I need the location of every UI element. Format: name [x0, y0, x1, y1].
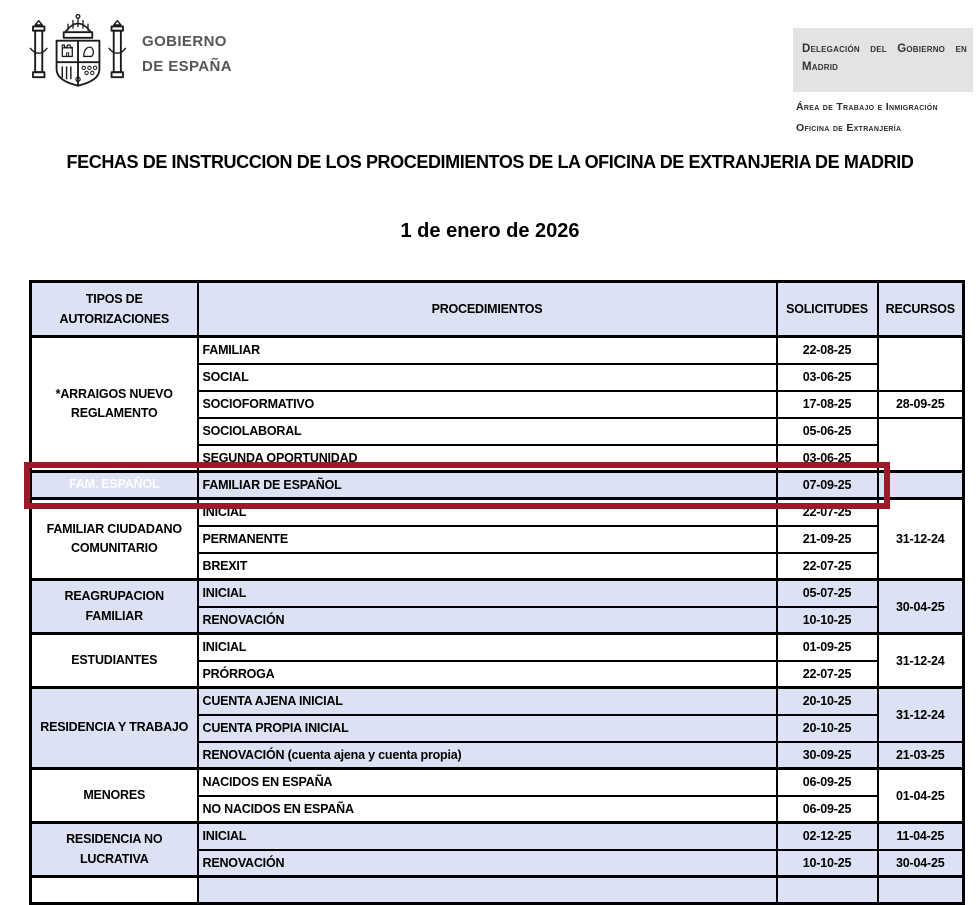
solicitudes-cell: 20-10-25	[777, 688, 878, 715]
government-wordmark	[142, 30, 232, 80]
group-label-familiar-comunitario: FAMILIAR CIUDADANO COMUNITARIO	[31, 499, 198, 580]
office-line: Oficina de Extranjería	[796, 122, 902, 134]
procedimiento-cell: SOCIOFORMATIVO	[198, 391, 777, 418]
procedimiento-cell: BREXIT	[198, 553, 777, 580]
procedimiento-cell: SOCIOLABORAL	[198, 418, 777, 445]
recursos-cell: 31-12-24	[878, 688, 964, 742]
procedimiento-cell: RENOVACIÓN (cuenta ajena y cuenta propia)	[198, 742, 777, 769]
procedimiento-cell: NACIDOS EN ESPAÑA	[198, 769, 777, 796]
group-label-reagrupacion: REAGRUPACION FAMILIAR	[31, 580, 198, 634]
delegation-box: Delegación del Gobierno en Madrid	[793, 28, 973, 92]
table-row	[31, 499, 964, 526]
table-header-row	[31, 282, 964, 337]
recursos-cell-empty	[878, 472, 964, 499]
recursos-cell-empty	[878, 418, 964, 472]
procedimiento-cell: SEGUNDA OPORTUNIDAD	[198, 445, 777, 472]
area-line: Área de Trabajo e Inmigración	[796, 101, 938, 113]
table-row	[31, 337, 964, 364]
procedimiento-cell: RENOVACIÓN	[198, 607, 777, 634]
solicitudes-cell: 01-09-25	[777, 634, 878, 661]
procedures-table	[29, 280, 965, 905]
group-label-estudiantes: ESTUDIANTES	[31, 634, 198, 688]
recursos-cell: 30-04-25	[878, 850, 964, 877]
procedimiento-cell: INICIAL	[198, 580, 777, 607]
procedimiento-cell: CUENTA PROPIA INICIAL	[198, 715, 777, 742]
col-header-recursos: RECURSOS	[878, 282, 964, 337]
procedimiento-cell: NO NACIDOS EN ESPAÑA	[198, 796, 777, 823]
procedimiento-cell: INICIAL	[198, 634, 777, 661]
solicitudes-cell: 17-08-25	[777, 391, 878, 418]
procedimiento-cell: RENOVACIÓN	[198, 850, 777, 877]
procedimiento-cell: INICIAL	[198, 499, 777, 526]
table-row	[31, 823, 964, 850]
recursos-cell: 31-12-24	[878, 634, 964, 688]
col-header-tipos: TIPOS DE AUTORIZACIONES	[31, 282, 198, 337]
solicitudes-cell: 03-06-25	[777, 364, 878, 391]
col-header-procedimientos: PROCEDIMIENTOS	[198, 282, 777, 337]
solicitudes-cell: 20-10-25	[777, 715, 878, 742]
spain-coat-of-arms-icon	[28, 6, 128, 104]
table-row	[31, 769, 964, 796]
solicitudes-cell: 10-10-25	[777, 607, 878, 634]
date-heading: 1 de enero de 2026	[400, 220, 580, 242]
solicitudes-cell: 30-09-25	[777, 742, 878, 769]
recursos-cell: 21-03-25	[878, 742, 964, 769]
procedimiento-cell: FAMILIAR	[198, 337, 777, 364]
solicitudes-cell: 05-06-25	[777, 418, 878, 445]
group-label-residencia-no-lucrativa: RESIDENCIA NO LUCRATIVA	[31, 823, 198, 877]
group-label-arraigos: *ARRAIGOS NUEVO REGLAMENTO	[31, 337, 198, 472]
procedimiento-cell: PRÓRROGA	[198, 661, 777, 688]
letterhead-org-block	[793, 28, 980, 134]
solicitudes-cell: 03-06-25	[777, 445, 878, 472]
solicitudes-cell: 22-07-25	[777, 553, 878, 580]
group-label-menores: MENORES	[31, 769, 198, 823]
solicitudes-cell: 06-09-25	[777, 796, 878, 823]
procedimiento-cell: SOCIAL	[198, 364, 777, 391]
procedimiento-cell: FAMILIAR DE ESPAÑOL	[198, 472, 777, 499]
page-title: FECHAS DE INSTRUCCION DE LOS PROCEDIMIENTOS DE LA OFICINA DE EXTRANJERIA DE MADRID	[66, 152, 914, 172]
solicitudes-cell: 22-07-25	[777, 661, 878, 688]
recursos-cell: 28-09-25	[878, 391, 964, 418]
solicitudes-cell: 07-09-25	[777, 472, 878, 499]
government-line2: DE ESPAÑA	[142, 58, 233, 75]
procedures-table-wrap	[29, 280, 965, 905]
solicitudes-cell: 22-07-25	[777, 499, 878, 526]
recursos-cell-empty	[878, 337, 964, 391]
col-header-solicitudes: SOLICITUDES	[777, 282, 878, 337]
recursos-cell: 31-12-24	[878, 499, 964, 580]
group-label-fam-espanol: FAM. ESPAÑOL	[31, 472, 198, 499]
solicitudes-cell: 05-07-25	[777, 580, 878, 607]
government-brand	[28, 6, 232, 104]
procedimiento-cell: PERMANENTE	[198, 526, 777, 553]
government-line1: GOBIERNO	[142, 33, 227, 51]
recursos-cell: 11-04-25	[878, 823, 964, 850]
recursos-cell: 01-04-25	[878, 769, 964, 823]
solicitudes-cell: 21-09-25	[777, 526, 878, 553]
solicitudes-cell: 22-08-25	[777, 337, 878, 364]
solicitudes-cell: 02-12-25	[777, 823, 878, 850]
procedimiento-cell: INICIAL	[198, 823, 777, 850]
procedimiento-cell: CUENTA AJENA INICIAL	[198, 688, 777, 715]
table-row	[31, 634, 964, 661]
table-row-highlighted	[31, 472, 964, 499]
table-row	[31, 580, 964, 607]
solicitudes-cell: 10-10-25	[777, 850, 878, 877]
recursos-cell: 30-04-25	[878, 580, 964, 634]
group-label-residencia-trabajo: RESIDENCIA Y TRABAJO	[31, 688, 198, 769]
table-row	[31, 688, 964, 715]
solicitudes-cell: 06-09-25	[777, 769, 878, 796]
